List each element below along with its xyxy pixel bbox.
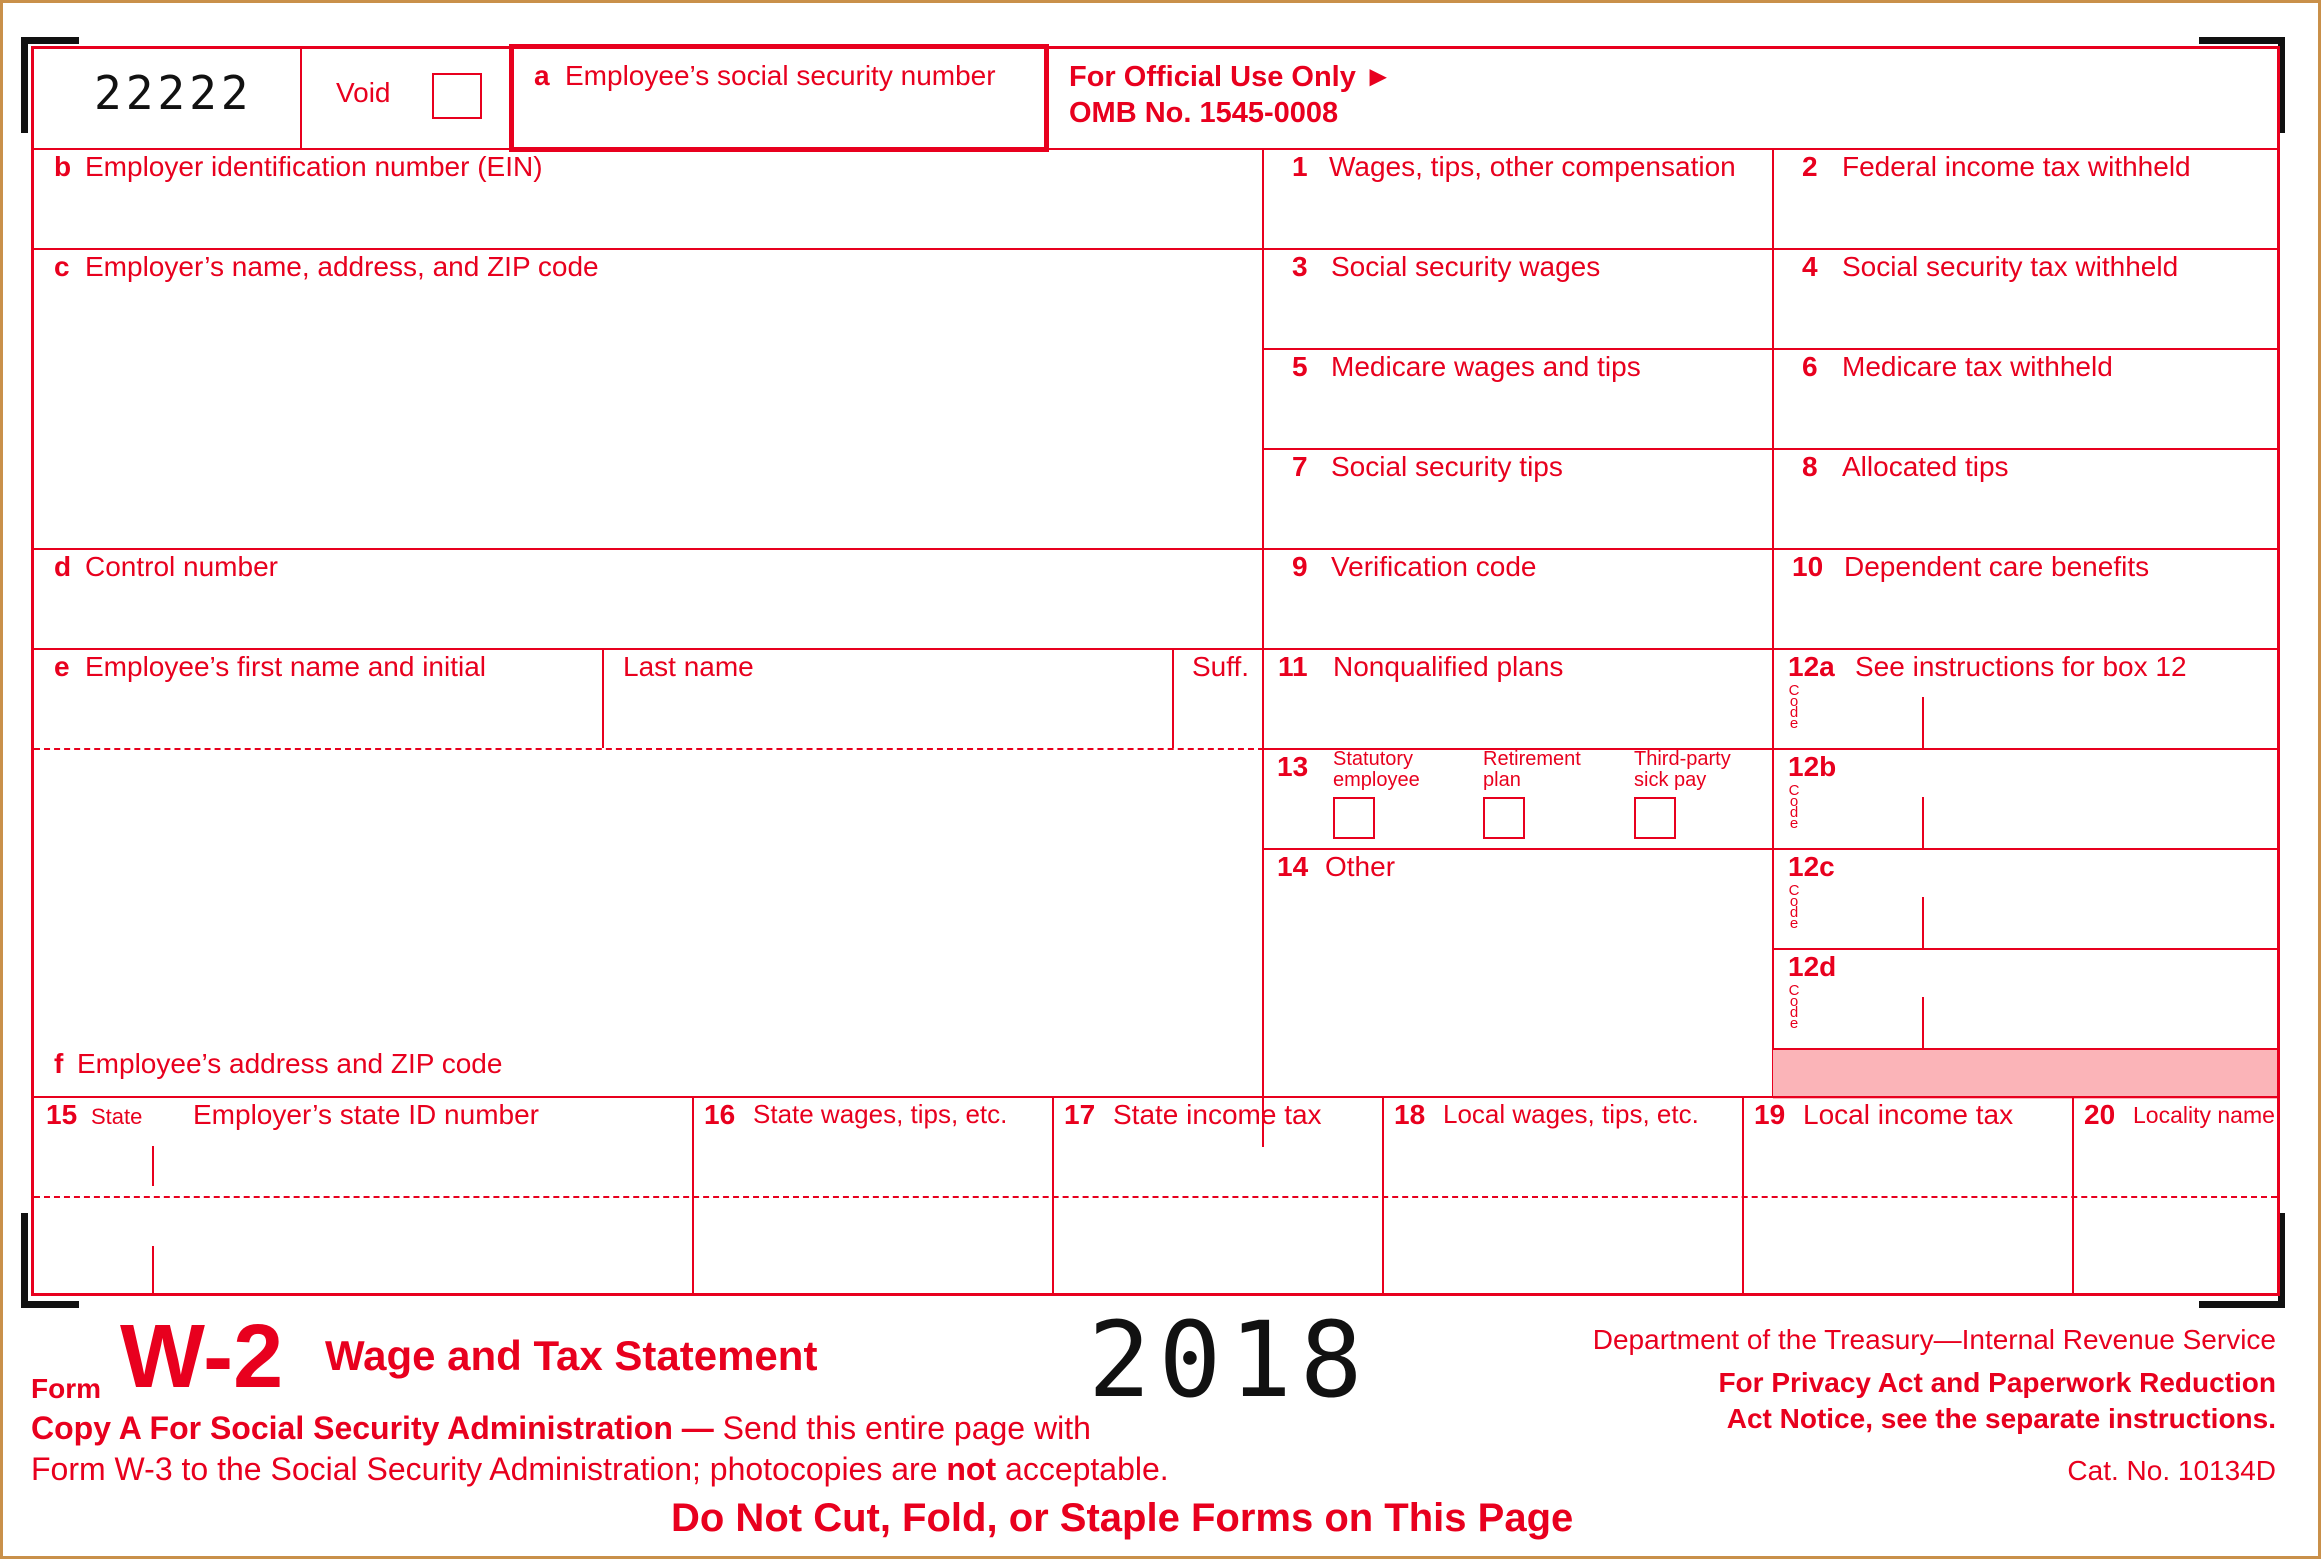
divider — [1262, 148, 1264, 1147]
box-18-label: Local wages, tips, etc. — [1443, 1099, 1699, 1129]
box-11-num: 11 — [1278, 651, 1308, 682]
copy-a-not: not — [946, 1451, 997, 1487]
box-14-label: Other — [1325, 851, 1396, 882]
box-12c-code-label: Code — [1788, 882, 1800, 932]
box-c-label: Employer’s name, address, and ZIP code — [85, 251, 599, 282]
copy-a-rest: Send this entire page with — [713, 1410, 1091, 1446]
control-code: 22222 — [94, 66, 253, 120]
box-12c-num: 12c — [1788, 851, 1835, 882]
divider — [692, 1096, 694, 1293]
divider — [1742, 1096, 1744, 1293]
divider — [300, 49, 302, 149]
third-party-sick-pay-checkbox[interactable] — [1634, 797, 1676, 839]
box-5-label: Medicare wages and tips — [1331, 351, 1641, 382]
box-8-num: 8 — [1802, 451, 1818, 482]
box-c-letter: c — [54, 251, 70, 282]
box-9-num: 9 — [1292, 551, 1308, 582]
box-11-label: Nonqualified plans — [1333, 651, 1564, 682]
box-d-label: Control number — [85, 551, 278, 582]
box-10-num: 10 — [1792, 551, 1824, 582]
box-10-label: Dependent care benefits — [1844, 551, 2150, 582]
box-7-num: 7 — [1292, 451, 1308, 482]
box-4-label: Social security tax withheld — [1842, 251, 2179, 282]
box-1-label: Wages, tips, other compensation — [1329, 151, 1736, 182]
divider — [1052, 1096, 1054, 1293]
employer-state-id-label: Employer’s state ID number — [193, 1099, 539, 1130]
corner-mark-bottom-left-v — [21, 1213, 28, 1308]
box-7-label: Social security tips — [1331, 451, 1563, 482]
box-12b-code-label: Code — [1788, 782, 1800, 832]
box-12d-num: 12d — [1788, 951, 1837, 982]
divider — [1262, 448, 2277, 450]
box-2-label: Federal income tax withheld — [1842, 151, 2191, 182]
divider — [2072, 1096, 2074, 1293]
box-12a-num: 12a — [1788, 651, 1835, 682]
divider — [1262, 348, 2277, 350]
corner-mark-bottom-left — [21, 1301, 79, 1308]
copy-a-line2-b: acceptable. — [996, 1451, 1169, 1487]
corner-mark-top-right — [2199, 37, 2285, 44]
box-17-num: 17 — [1064, 1099, 1096, 1130]
box-14-num: 14 — [1277, 851, 1309, 882]
do-not-cut-notice: Do Not Cut, Fold, or Staple Forms on This Page — [671, 1496, 1574, 1540]
box-a-letter: a — [534, 60, 550, 91]
divider — [34, 248, 1264, 250]
box-19-num: 19 — [1754, 1099, 1786, 1130]
box-3-num: 3 — [1292, 251, 1308, 282]
box-9-label: Verification code — [1331, 551, 1537, 582]
box-18-num: 18 — [1394, 1099, 1426, 1130]
copy-a-line2 — [31, 1451, 1169, 1488]
divider — [1262, 248, 2277, 250]
divider — [1382, 1096, 1384, 1293]
privacy-line2: Act Notice, see the separate instructions. — [1726, 1403, 2276, 1434]
box-12a-label: See instructions for box 12 — [1855, 651, 2187, 682]
box-6-num: 6 — [1802, 351, 1818, 382]
corner-mark-top-left — [21, 37, 79, 44]
official-use-label: For Official Use Only ► — [1069, 61, 1393, 93]
last-name-label: Last name — [623, 651, 754, 682]
shaded-area — [1773, 1048, 2277, 1099]
omb-number: OMB No. 1545-0008 — [1069, 97, 1339, 129]
divider — [34, 648, 2277, 650]
box-19-label: Local income tax — [1803, 1099, 2014, 1130]
divider — [1922, 997, 1924, 1048]
copy-a-line2-a: Form W-3 to the Social Security Administration; photocopies are — [31, 1451, 947, 1487]
corner-mark-bottom-right — [2199, 1301, 2285, 1308]
divider — [34, 148, 2277, 150]
box-f-letter: f — [54, 1048, 64, 1079]
box-12b-num: 12b — [1788, 751, 1837, 782]
divider — [1922, 697, 1924, 748]
divider — [1922, 897, 1924, 948]
box-13-num: 13 — [1277, 751, 1309, 782]
box-b-letter: b — [54, 151, 72, 182]
divider — [34, 1096, 2277, 1098]
box-16-num: 16 — [704, 1099, 736, 1130]
statutory-employee-label: Statutory employee — [1333, 748, 1420, 791]
box-20-num: 20 — [2084, 1099, 2116, 1130]
box-a-label: Employee’s social security number — [565, 60, 996, 91]
retirement-plan-checkbox[interactable] — [1483, 797, 1525, 839]
box-15-num: 15 — [46, 1099, 78, 1130]
box-d-letter: d — [54, 551, 72, 582]
divider — [1922, 797, 1924, 848]
divider — [602, 648, 604, 748]
box-b-label: Employer identification number (EIN) — [85, 151, 543, 182]
tax-year: 2018 — [1088, 1299, 1371, 1421]
divider — [1172, 648, 1174, 748]
form-title: Wage and Tax Statement — [325, 1332, 818, 1379]
form-id: W-2 — [120, 1307, 284, 1407]
divider — [1262, 848, 2277, 850]
retirement-plan-label: Retirement plan — [1483, 748, 1581, 791]
void-checkbox[interactable] — [432, 73, 482, 119]
suffix-label: Suff. — [1192, 651, 1250, 682]
box-4-num: 4 — [1802, 251, 1818, 282]
w2-form-grid — [31, 46, 2280, 1296]
box-20-label: Locality name — [2133, 1102, 2275, 1128]
divider — [34, 748, 1264, 750]
box-12a-code-label: Code — [1788, 682, 1800, 732]
divider — [152, 1146, 154, 1186]
privacy-line1: For Privacy Act and Paperwork Reduction — [1718, 1367, 2276, 1398]
copy-a-line1 — [31, 1410, 1091, 1447]
divider — [1772, 948, 2277, 950]
box-17-label: State income tax — [1113, 1099, 1322, 1130]
corner-mark-top-left-v — [21, 37, 28, 133]
box-e-letter: e — [54, 651, 70, 682]
department-label: Department of the Treasury—Internal Revenue Service — [1592, 1324, 2276, 1355]
box-15-label: State — [91, 1104, 143, 1129]
box-16-label: State wages, tips, etc. — [753, 1099, 1008, 1129]
box-3-label: Social security wages — [1331, 251, 1601, 282]
box-e-label: Employee’s first name and initial — [85, 651, 487, 682]
box-6-label: Medicare tax withheld — [1842, 351, 2113, 382]
divider — [34, 1196, 2277, 1198]
void-label: Void — [336, 77, 391, 108]
box-1-num: 1 — [1292, 151, 1308, 182]
catalog-number: Cat. No. 10134D — [2067, 1455, 2276, 1486]
form-word: Form — [31, 1373, 101, 1404]
statutory-employee-checkbox[interactable] — [1333, 797, 1375, 839]
box-5-num: 5 — [1292, 351, 1308, 382]
divider — [1772, 148, 1774, 1098]
divider — [34, 548, 2277, 550]
box-2-num: 2 — [1802, 151, 1818, 182]
box-8-label: Allocated tips — [1842, 451, 2009, 482]
box-f-label: Employee’s address and ZIP code — [77, 1048, 503, 1079]
box-12d-code-label: Code — [1788, 982, 1800, 1032]
copy-a-bold: Copy A For Social Security Administration — — [31, 1410, 714, 1446]
third-party-sick-pay-label: Third-party sick pay — [1634, 748, 1731, 791]
divider — [152, 1246, 154, 1293]
